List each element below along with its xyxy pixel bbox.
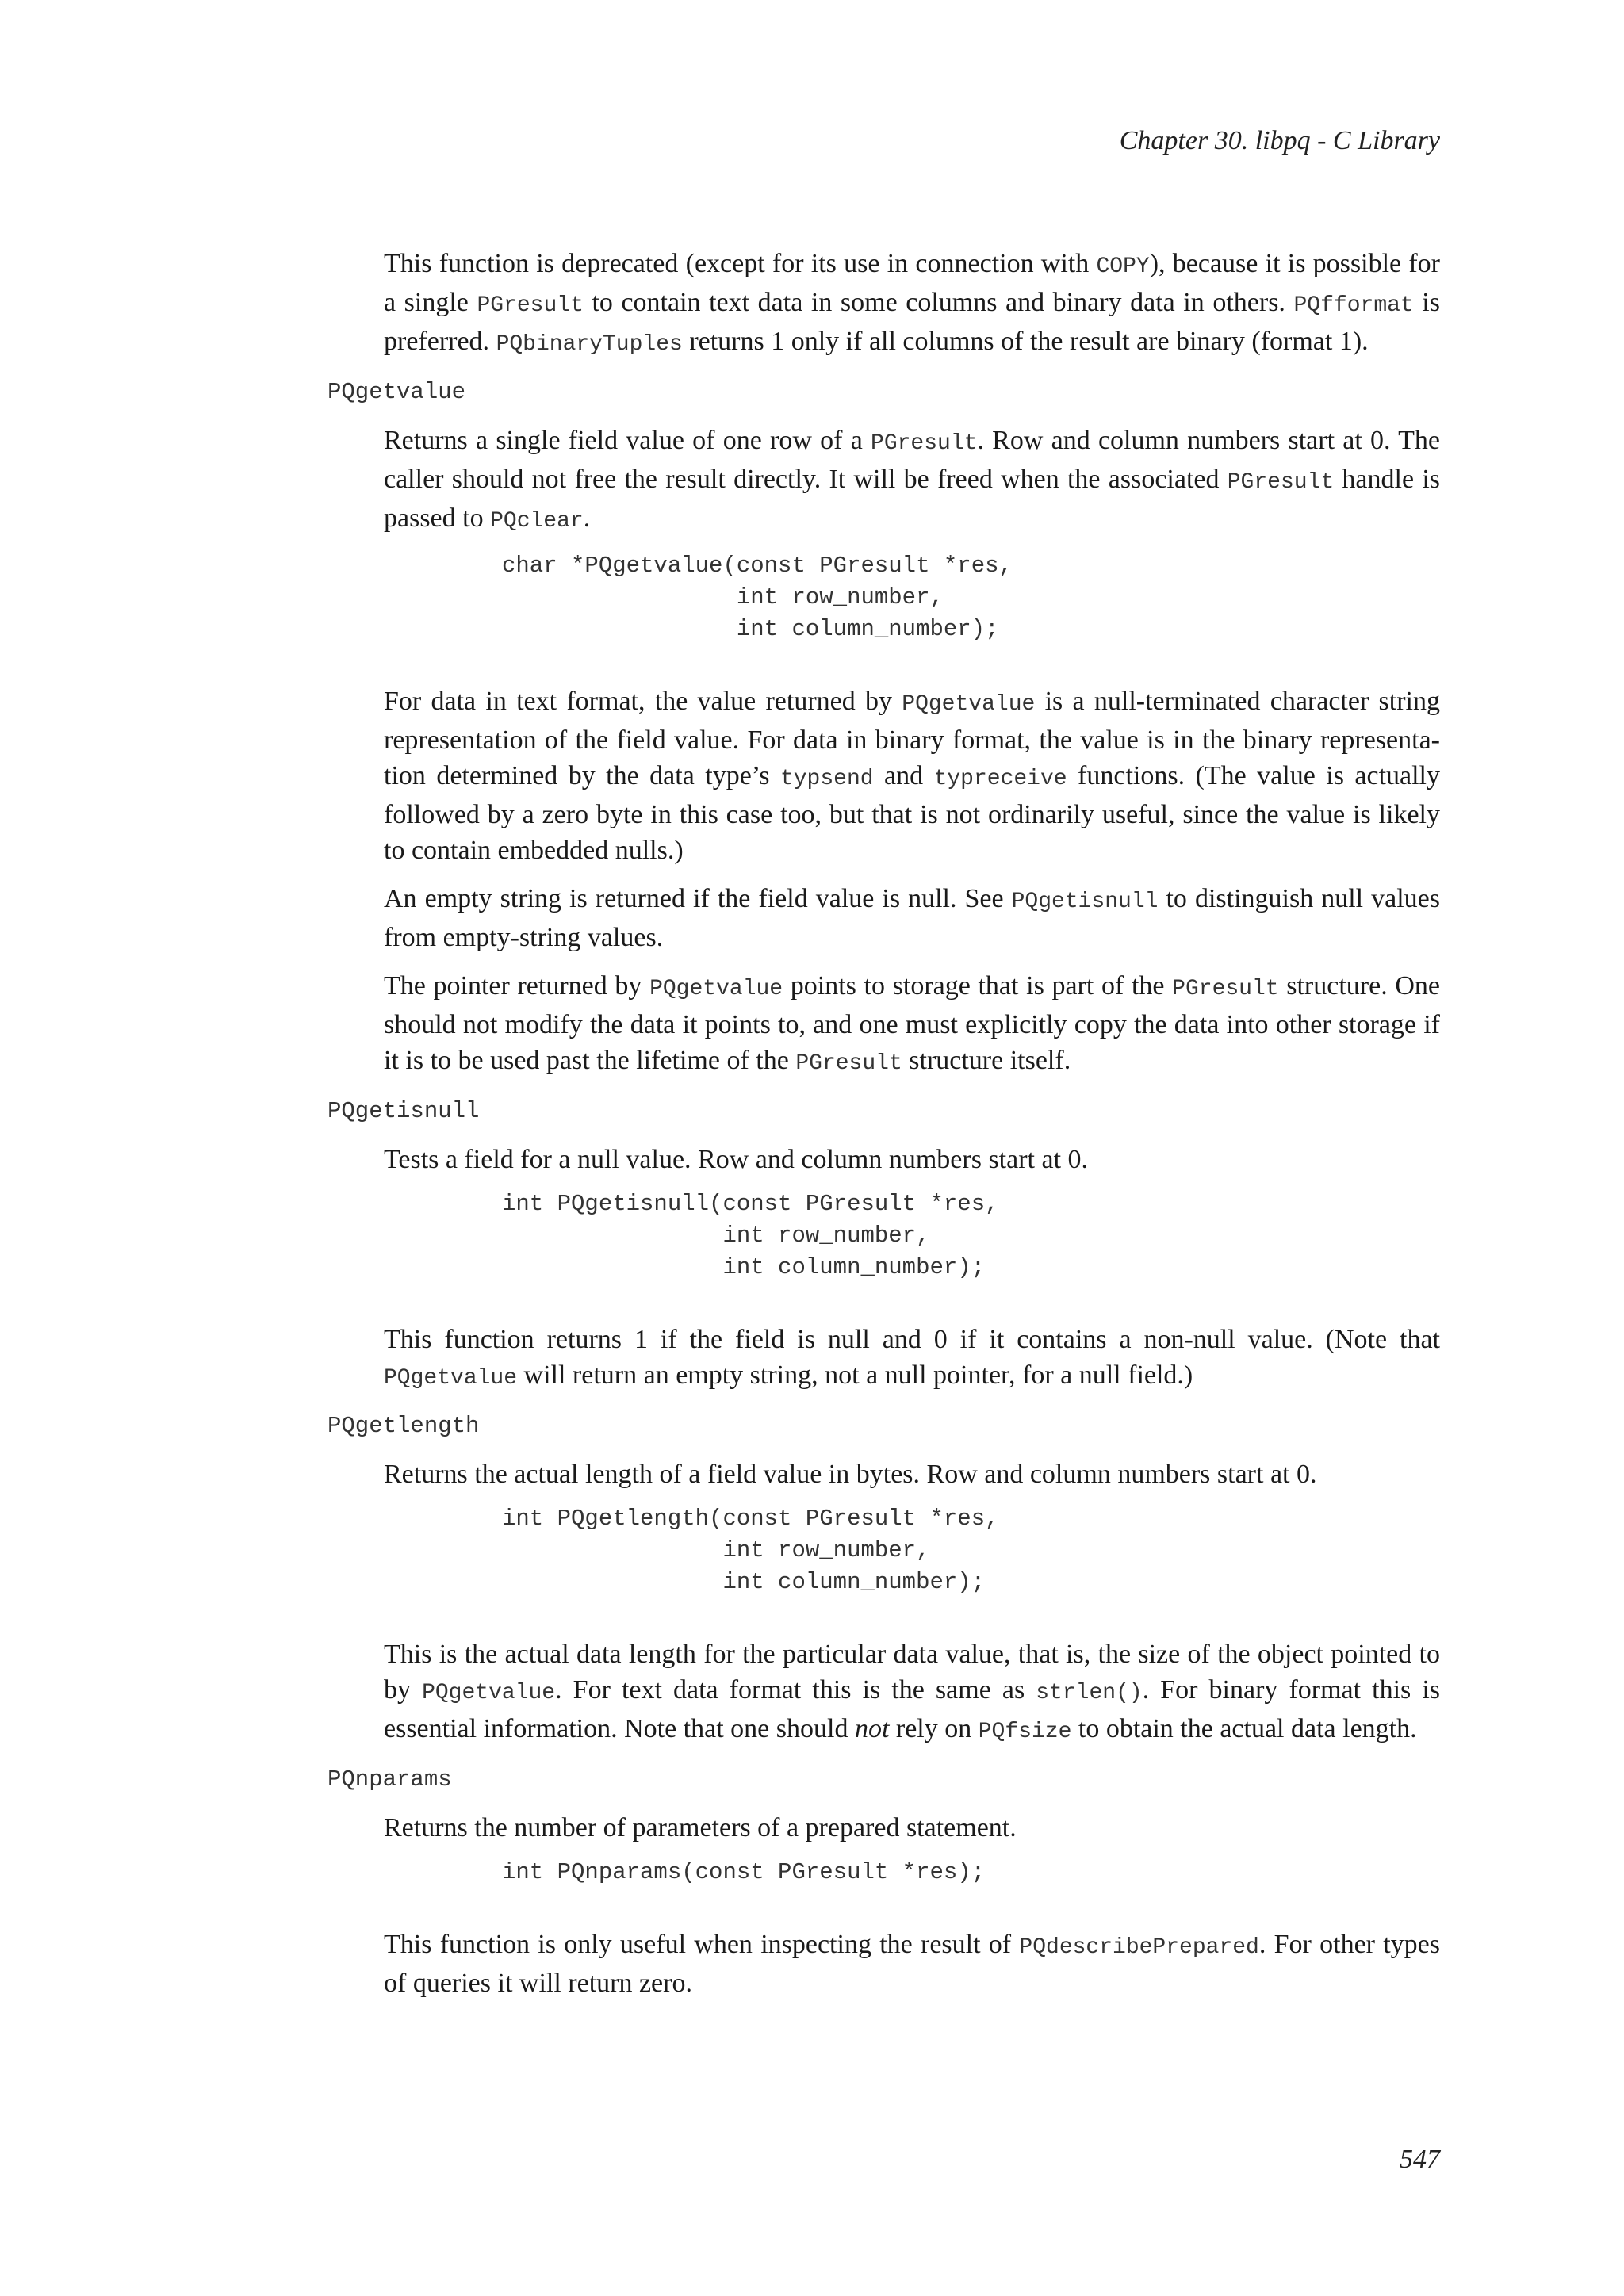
inline-code: PQgetvalue	[902, 692, 1036, 717]
emphasis: not	[854, 1714, 890, 1743]
inline-code: PQgetvalue	[384, 1366, 518, 1391]
pqgetvalue-description: Returns a single field value of one row of a PGresult. Row and column numbers start at 0. The caller should not free the result directly. It will be freed when the associated PGresult handle is passed to PQclear.	[384, 426, 1440, 534]
term-pqgetvalue: PQgetvalue	[327, 379, 466, 405]
pqnparams-description: Returns the number of parameters of a prepared statement.	[384, 1813, 1017, 1843]
pqnparams-code-block: int PQnparams(const PGresult *res);	[502, 1859, 986, 1885]
inline-code: typreceive	[933, 767, 1067, 791]
inline-code: PQgetvalue	[649, 977, 783, 1001]
pqgetvalue-paragraph-4: The pointer returned by PQgetvalue points to storage that is part of the PGresult structure. One should not modify the data it points to, and one must explicitly copy the data into other storage if it is to be used past the lifetime of the PGresult structure itself.	[384, 971, 1441, 1076]
pqgetvalue-paragraph-2: For data in text format, the value returned by PQgetvalue is a null-terminated character string representation of the field value. For data in binary format, the value is in the binary representation determined by the data type’s typsend and typreceive functions. (The value is actually followed by a zero byte in this case too, but that is not ordinarily useful, since the value is likely to contain embedded nulls.)	[384, 687, 1440, 865]
term-pqgetlength: PQgetlength	[327, 1413, 480, 1439]
inline-code: PGresult	[795, 1051, 902, 1076]
pqgetlength-paragraph-2: This is the actual data length for the particular data value, that is, the size of the object pointed to by PQgetvalue. For text data format this is the same as strlen(). For binary format this is essential information. Note that one should not rely on PQfsize to obtain the actual data length.	[384, 1640, 1441, 1744]
inline-code: PQgetisnull	[1011, 890, 1159, 914]
page-number: 547	[1400, 2145, 1440, 2174]
pqgetisnull-description: Tests a field for a null value. Row and column numbers start at 0.	[384, 1145, 1089, 1174]
pqnparams-paragraph-2: This function is only useful when inspecting the result of PQdescribePrepared. For other types of queries it will return zero.	[384, 1930, 1441, 1998]
pqgetisnull-paragraph-2: This function returns 1 if the field is null and 0 if it contains a non-null value. (Note that PQgetvalue will return an empty string, not a null pointer, for a null field.)	[384, 1325, 1440, 1391]
pqgetvalue-code-block: char *PQgetvalue(const PGresult *res, int row_number, int column_number);	[502, 553, 1013, 642]
inline-code: PQfformat	[1293, 293, 1414, 318]
intro-paragraph: This function is deprecated (except for its use in connection with COPY), because it is possible for a single PGresult to contain text data in some columns and binary data in others. PQfformat is preferred. PQbinaryTuples returns 1 only if all columns of the result are binary (format 1).	[384, 249, 1441, 357]
term-pqnparams: PQnparams	[327, 1766, 452, 1793]
pqgetvalue-paragraph-3: An empty string is returned if the field value is null. See PQgetisnull to distinguish null values from empty-string values.	[384, 884, 1440, 952]
inline-code: typsend	[779, 767, 874, 791]
pqgetisnull-code-block: int PQgetisnull(const PGresult *res, int row_number, int column_number);	[502, 1191, 999, 1280]
pqgetlength-code-block: int PQgetlength(const PGresult *res, int row_number, int column_number);	[502, 1506, 999, 1595]
inline-code: PGresult	[477, 293, 584, 318]
pqgetlength-description: Returns the actual length of a field value in bytes. Row and column numbers start at 0.	[384, 1460, 1317, 1489]
inline-code: PQfsize	[978, 1720, 1072, 1744]
inline-code: COPY	[1096, 254, 1150, 279]
inline-code: strlen()	[1036, 1681, 1143, 1705]
inline-code: PQbinaryTuples	[496, 332, 683, 357]
page-content	[327, 246, 1440, 2001]
inline-code: PGresult	[1172, 977, 1279, 1001]
term-pqgetisnull: PQgetisnull	[327, 1098, 480, 1124]
inline-code: PQclear	[490, 509, 584, 534]
inline-code: PQgetvalue	[422, 1681, 556, 1705]
inline-code: PQdescribePrepared	[1019, 1935, 1259, 1960]
inline-code: PGresult	[1227, 470, 1335, 495]
running-header: Chapter 30. libpq - C Library	[1119, 126, 1440, 155]
inline-code: PGresult	[871, 431, 978, 456]
